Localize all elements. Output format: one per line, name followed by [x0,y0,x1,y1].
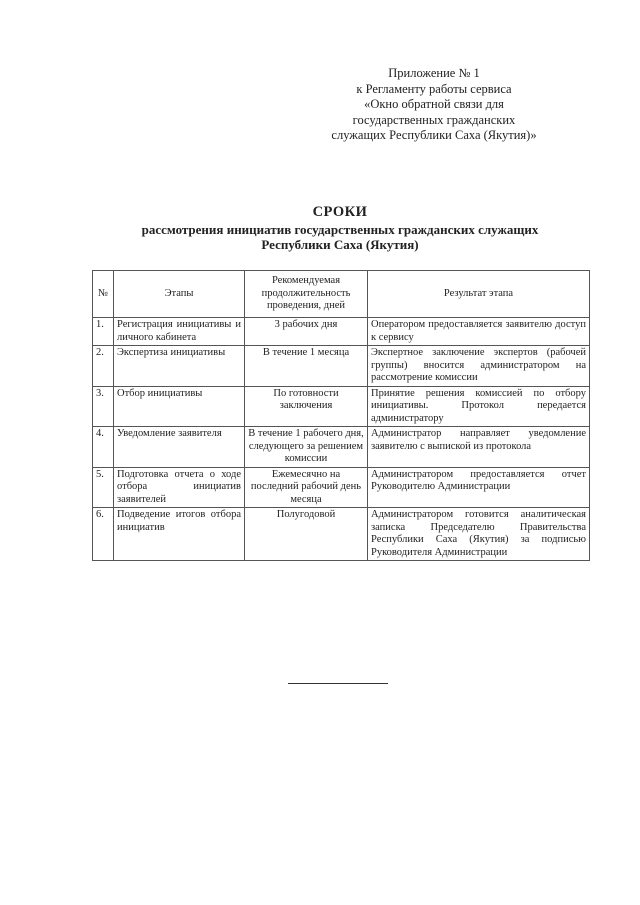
row-stage: Экспертиза инициативы [114,346,245,387]
appendix-line: «Окно обратной связи для [364,97,504,111]
row-result: Экспертное заключение экспертов (рабочей группы) вносится администратором на рассмотрение комиссии [368,346,590,387]
title-main: СРОКИ [312,204,368,220]
row-result: Администратор направляет уведомление заявителю с выпиской из протокола [368,427,590,468]
row-stage: Уведомление заявителя [114,427,245,468]
row-num: 4. [93,427,114,468]
table-row [93,508,590,561]
table-header-row [93,271,590,318]
row-stage: Подготовка отчета о ходе отбора инициатив заявителей [114,467,245,508]
row-result: Администратором предоставляется отчет Руководителю Администрации [368,467,590,508]
header-result: Результат этапа [368,271,590,318]
row-duration: По готовности заключения [245,386,368,427]
table-row [93,386,590,427]
row-num: 5. [93,467,114,508]
title-subtitle-line-2: Республики Саха (Якутия) [261,237,419,252]
header-duration: Рекомендуемая продолжительность проведения, дней [245,271,368,318]
row-num: 3. [93,386,114,427]
appendix-line: к Регламенту работы сервиса [356,81,512,96]
row-stage: Отбор инициативы [114,386,245,427]
appendix-line: государственных гражданских [352,112,516,127]
row-stage: Регистрация инициативы и личного кабинета [114,318,245,346]
appendix-line: Приложение № 1 [388,66,480,80]
header-stage: Этапы [114,271,245,318]
row-result: Администратором готовится аналитическая записка Председателю Правительства Республики Саха (Якутия) за подписью Руководителя Администрации [368,508,590,561]
closing-divider [288,683,388,684]
row-num: 2. [93,346,114,387]
row-duration: Ежемесячно на последний рабочий день месяца [245,467,368,508]
table-row [93,346,590,387]
row-duration: В течение 1 месяца [245,346,368,387]
row-stage: Подведение итогов отбора инициатив [114,508,245,561]
table-row [93,318,590,346]
row-result: Принятие решения комиссией по отбору инициативы. Протокол передается администратору [368,386,590,427]
table-row [93,467,590,508]
row-result: Оператором предоставляется заявителю доступ к сервису [368,318,590,346]
row-duration: 3 рабочих дня [245,318,368,346]
terms-table [92,270,590,561]
document-title [90,205,590,252]
appendix-line: служащих Республики Саха (Якутия)» [331,128,537,142]
appendix-header [284,66,584,144]
title-subtitle-line-1: рассмотрения инициатив государственных гражданских служащих [141,222,539,237]
row-num: 1. [93,318,114,346]
row-num: 6. [93,508,114,561]
header-num: № [93,271,114,318]
row-duration: Полугодовой [245,508,368,561]
table-row [93,427,590,468]
row-duration: В течение 1 рабочего дня, следующего за решением комиссии [245,427,368,468]
